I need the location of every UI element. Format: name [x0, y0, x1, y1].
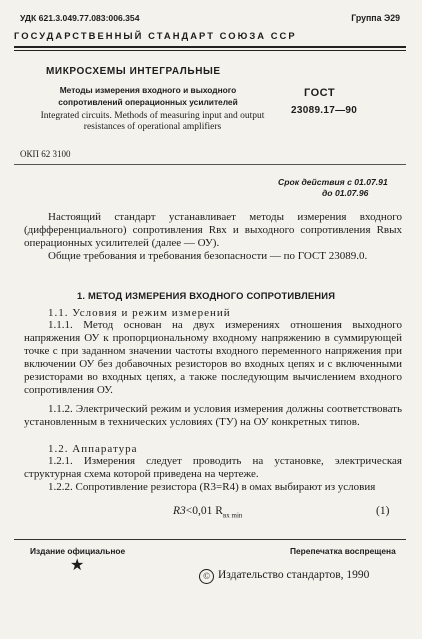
doc-title-ru: МИКРОСХЕМЫ ИНТЕГРАЛЬНЫЕ	[46, 66, 221, 77]
formula-operator: <0,01 R	[185, 505, 223, 517]
safety-paragraph: Общие требования и требования безопасности — по ГОСТ 23089.0.	[48, 250, 368, 262]
group-code: Группа Э29	[351, 13, 400, 23]
star-icon: ★	[70, 557, 85, 574]
section-title: 1. МЕТОД ИЗМЕРЕНИЯ ВХОДНОГО СОПРОТИВЛЕНИЯ	[77, 290, 336, 301]
reprint-notice: Перепечатка воспрещена	[290, 546, 396, 556]
title-block-rule	[14, 164, 406, 165]
publisher-line	[199, 569, 369, 584]
paragraph-1-2-2: 1.2.2. Сопротивление резистора (R3=R4) в омах выбирают из условия	[48, 481, 376, 493]
validity-from: Срок действия с 01.07.91	[278, 177, 388, 187]
formula	[173, 505, 242, 519]
gost-number: 23089.17—90	[291, 105, 358, 116]
subsection-1-2: 1.2. Аппаратура	[48, 443, 138, 455]
formula-number: (1)	[376, 505, 390, 517]
formula-subscript: вх min	[222, 511, 243, 520]
validity-to: до 01.07.96	[322, 188, 369, 198]
doc-subtitle-ru: Методы измерения входного и выходного сопротивлений операционных усилителей	[58, 85, 238, 107]
formula-lhs: R3	[173, 505, 186, 517]
paragraph-1-2-1: 1.2.1. Измерения следует проводить на установке, электрическая структурная схема которой приведена на чертеже.	[24, 455, 402, 480]
edition-label: Издание официальное	[30, 546, 126, 556]
paragraph-1-1-1: 1.1.1. Метод основан на двух измерениях отношения выходного напряжения ОУ к пропорциональному входному напряжению в суммирующей точке с при заданном значении частоты входного переменного напряжения при включении ОУ без добавочных резисторов во входных цепях и с включенными резисторами во входных цепях, а также последующим вычислением входного сопротивления ОУ.	[24, 319, 402, 396]
gost-label: ГОСТ	[304, 87, 336, 99]
header-rule-thin	[14, 50, 406, 51]
intro-paragraph: Настоящий стандарт устанавливает методы измерения входного (дифференциального) сопротивления Rвх и выходного сопротивления Rвых операционных усилителей (далее — ОУ).	[24, 211, 402, 249]
copyright-icon: ©	[199, 569, 214, 584]
header-rule-thick	[14, 46, 406, 48]
okp-code: ОКП 62 3100	[20, 149, 71, 159]
paragraph-1-1-2: 1.1.2. Электрический режим и условия измерения должны соответствовать установленным в технических условиях (ТУ) на ОУ конкретных типов.	[24, 403, 402, 428]
standard-title: ГОСУДАРСТВЕННЫЙ СТАНДАРТ СОЮЗА ССР	[14, 30, 297, 41]
doc-title-en: Integrated circuits. Methods of measuring input and output resistances of operational amplifiers	[40, 111, 265, 132]
udk-code: УДК 621.3.049.77.083:006.354	[20, 13, 140, 23]
publisher-name: Издательство стандартов, 1990	[218, 569, 370, 581]
subsection-1-1: 1.1. Условия и режим измерений	[48, 307, 231, 319]
footer-rule	[14, 539, 406, 540]
